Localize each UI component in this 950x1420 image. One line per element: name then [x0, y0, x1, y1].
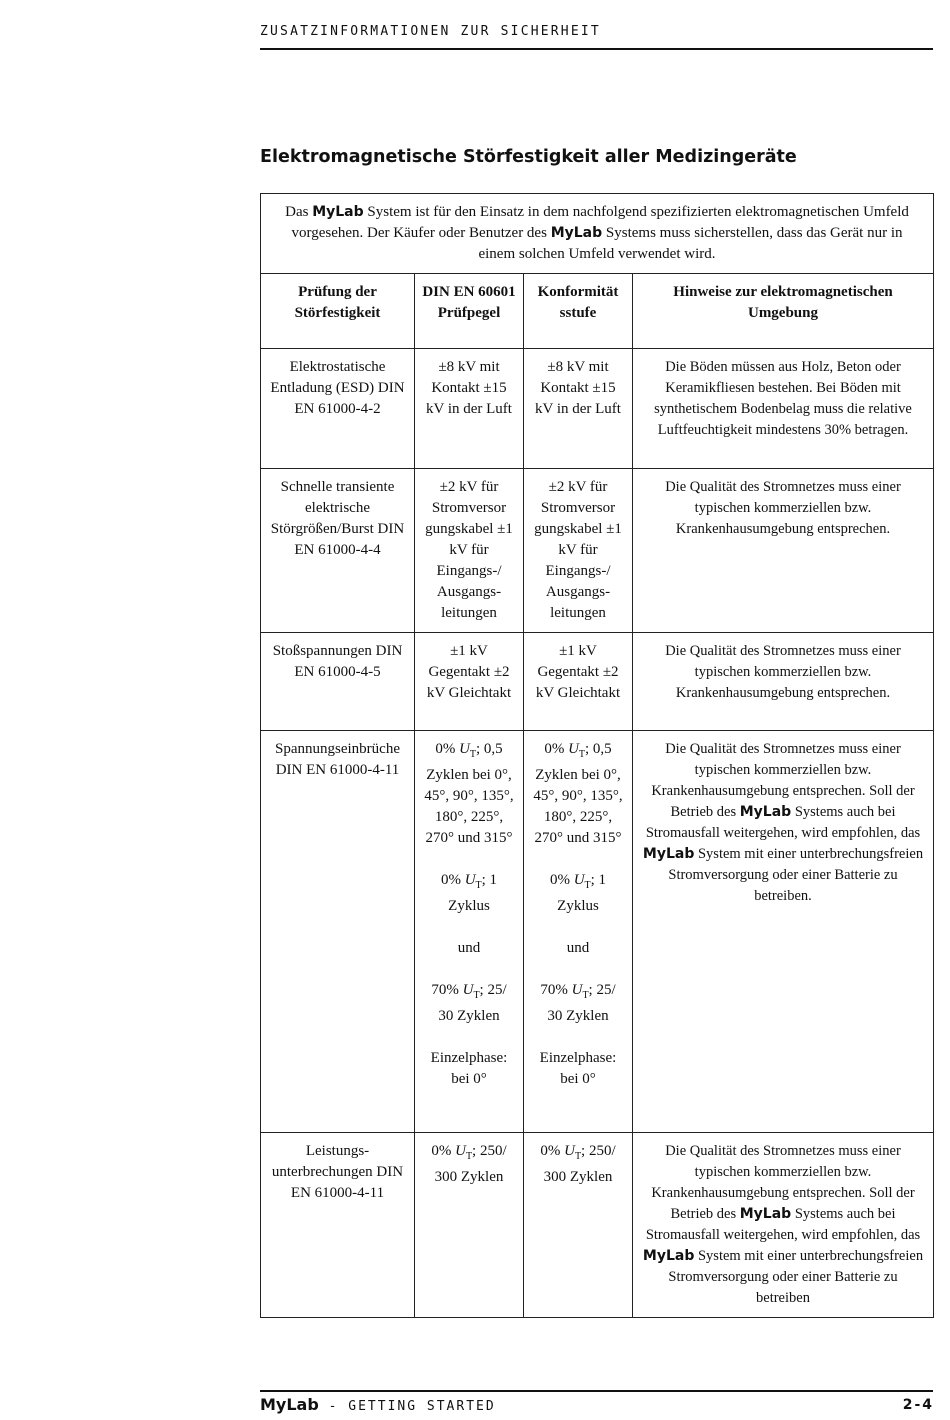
- section-title: Elektromagnetische Störfestigkeit aller Medizingeräte: [260, 147, 797, 167]
- brand-name: MyLab: [642, 1248, 695, 1264]
- table-row: [261, 633, 934, 731]
- test-cell: Spannungseinbrüche DIN EN 61000-4-11: [261, 731, 415, 1133]
- page-number: 2-4: [902, 1397, 934, 1413]
- hint-cell: Die Qualität des Stromnetzes muss einer typischen kommerziellen bzw. Krankenhausumgebung entsprechen.: [633, 469, 934, 633]
- ut-subscript: T: [473, 990, 480, 1001]
- ut-subscript: T: [574, 1151, 582, 1162]
- hint-text: Die Qualität des Stromnetzes muss einer typischen kommerziellen bzw. Krankenhausumgebung entsprechen. Soll der Betrieb des: [651, 741, 915, 820]
- ut-percent: 0%: [540, 1143, 565, 1159]
- ut-symbol: U: [464, 872, 476, 888]
- level-text: Einzelphase: bei 0°: [430, 1050, 508, 1087]
- conformity-text: ; 1 Zyklus: [557, 872, 607, 914]
- conformity-cell: ±8 kV mit Kontakt ±15 kV in der Luft: [524, 349, 633, 469]
- ut-percent: 70%: [431, 982, 463, 998]
- brand-name: MyLab: [642, 846, 695, 862]
- footer-text: - GETTING STARTED: [318, 1399, 496, 1414]
- column-header-test: Prüfung der Störfestigkeit: [261, 274, 415, 349]
- level-cell: ±1 kV Gegentakt ±2 kV Gleichtakt: [415, 633, 524, 731]
- brand-name: MyLab: [550, 225, 603, 241]
- ut-symbol: U: [455, 1143, 466, 1159]
- ut-percent: 0%: [440, 872, 465, 888]
- ut-symbol: U: [568, 741, 579, 757]
- conformity-cell: [524, 1133, 633, 1318]
- ut-percent: 0%: [435, 741, 460, 757]
- test-cell: Stoßspannungen DIN EN 61000-4-5: [261, 633, 415, 731]
- conformity-cell: ±1 kV Gegentakt ±2 kV Gleichtakt: [524, 633, 633, 731]
- emc-immunity-table: [260, 193, 934, 1318]
- ut-symbol: U: [459, 741, 470, 757]
- hint-cell: [633, 731, 934, 1133]
- ut-symbol: U: [462, 982, 474, 998]
- conformity-text: ; 250/ 300 Zyklen: [543, 1143, 616, 1185]
- ut-subscript: T: [465, 1151, 473, 1162]
- level-text: ; 0,5 Zyklen bei 0°, 45°, 90°, 135°, 180°, 225°, 270° und 315°: [424, 741, 514, 846]
- column-header-conformity: Konformität sstufe: [524, 274, 633, 349]
- ut-subscript: T: [469, 749, 477, 760]
- level-text: ; 1 Zyklus: [448, 872, 498, 914]
- level-cell: [415, 1133, 524, 1318]
- ut-percent: 70%: [540, 982, 572, 998]
- test-cell: Schnelle transiente elektrische Störgrößen/Burst DIN EN 61000-4-4: [261, 469, 415, 633]
- hint-cell: [633, 1133, 934, 1318]
- running-header: ZUSATZINFORMATIONEN ZUR SICHERHEIT: [260, 24, 601, 39]
- footer-label: [260, 1395, 496, 1414]
- table-row: [261, 1133, 934, 1318]
- hint-text: Systems auch bei Stromausfall weitergehen, wird empfohlen, das: [645, 804, 921, 841]
- ut-subscript: T: [584, 880, 591, 891]
- header-row: [261, 274, 934, 349]
- table-row: [261, 349, 934, 469]
- intro-row: [261, 194, 934, 274]
- conformity-text: Einzelphase: bei 0°: [539, 1050, 617, 1087]
- conformity-text: und: [566, 940, 590, 956]
- level-text: und: [457, 940, 481, 956]
- level-text: ; 250/ 300 Zyklen: [434, 1143, 507, 1185]
- column-header-hints: Hinweise zur elektromagnetischen Umgebung: [633, 274, 934, 349]
- level-cell: ±2 kV für Stromversor gungskabel ±1 kV für Eingangs-/ Ausgangs-leitungen: [415, 469, 524, 633]
- ut-symbol: U: [571, 982, 583, 998]
- conformity-cell: ±2 kV für Stromversor gungskabel ±1 kV für Eingangs-/ Ausgangs-leitungen: [524, 469, 633, 633]
- column-header-level: DIN EN 60601 Prüfpegel: [415, 274, 524, 349]
- hint-text: System mit einer unterbrechungsfreien Stromversorgung oder einer Batterie zu betreiben: [668, 1248, 924, 1306]
- intro-cell: [261, 194, 934, 274]
- intro-text: Systems muss sicherstellen, dass das Gerät nur in einem solchen Umfeld verwendet wird.: [478, 225, 903, 262]
- level-cell: [415, 731, 524, 1133]
- hint-text: Systems auch bei Stromausfall weitergehen, wird empfohlen, das: [645, 1206, 921, 1243]
- ut-subscript: T: [475, 880, 482, 891]
- hint-text: System mit einer unterbrechungsfreien Stromversorgung oder einer Batterie zu betreiben.: [668, 846, 924, 904]
- brand-name: MyLab: [739, 1206, 792, 1222]
- ut-subscript: T: [582, 990, 589, 1001]
- intro-text: Das: [285, 204, 313, 220]
- hint-cell: Die Böden müssen aus Holz, Beton oder Keramikfliesen bestehen. Bei Böden mit synthetischem Bodenbelag muss die relative Luftfeuchtigkeit mindestens 30% betragen.: [633, 349, 934, 469]
- conformity-text: ; 25/ 30 Zyklen: [547, 982, 616, 1024]
- ut-percent: 0%: [431, 1143, 456, 1159]
- table-row: [261, 731, 934, 1133]
- footer-brand: MyLab: [260, 1395, 319, 1414]
- level-text: ; 25/ 30 Zyklen: [438, 982, 507, 1024]
- table-row: [261, 469, 934, 633]
- level-cell: ±8 kV mit Kontakt ±15 kV in der Luft: [415, 349, 524, 469]
- ut-symbol: U: [564, 1143, 575, 1159]
- intro-text: System ist für den Einsatz in dem nachfolgend spezifizierten elektromagnetischen Umfeld vorgesehen. Der Käufer oder Benutzer des: [291, 204, 909, 241]
- ut-symbol: U: [573, 872, 585, 888]
- ut-percent: 0%: [544, 741, 569, 757]
- conformity-cell: [524, 731, 633, 1133]
- conformity-text: ; 0,5 Zyklen bei 0°, 45°, 90°, 135°, 180°, 225°, 270° und 315°: [533, 741, 623, 846]
- test-cell: Leistungs-unterbrechungen DIN EN 61000-4-11: [261, 1133, 415, 1318]
- test-cell: Elektrostatische Entladung (ESD) DIN EN 61000-4-2: [261, 349, 415, 469]
- hint-cell: Die Qualität des Stromnetzes muss einer typischen kommerziellen bzw. Krankenhausumgebung entsprechen.: [633, 633, 934, 731]
- ut-percent: 0%: [549, 872, 574, 888]
- ut-subscript: T: [578, 749, 586, 760]
- hint-text: Die Qualität des Stromnetzes muss einer typischen kommerziellen bzw. Krankenhausumgebung entsprechen. Soll der Betrieb des: [651, 1143, 915, 1222]
- brand-name: MyLab: [312, 204, 364, 220]
- brand-name: MyLab: [739, 804, 792, 820]
- header-rule: [260, 48, 933, 50]
- footer-rule: [260, 1390, 933, 1392]
